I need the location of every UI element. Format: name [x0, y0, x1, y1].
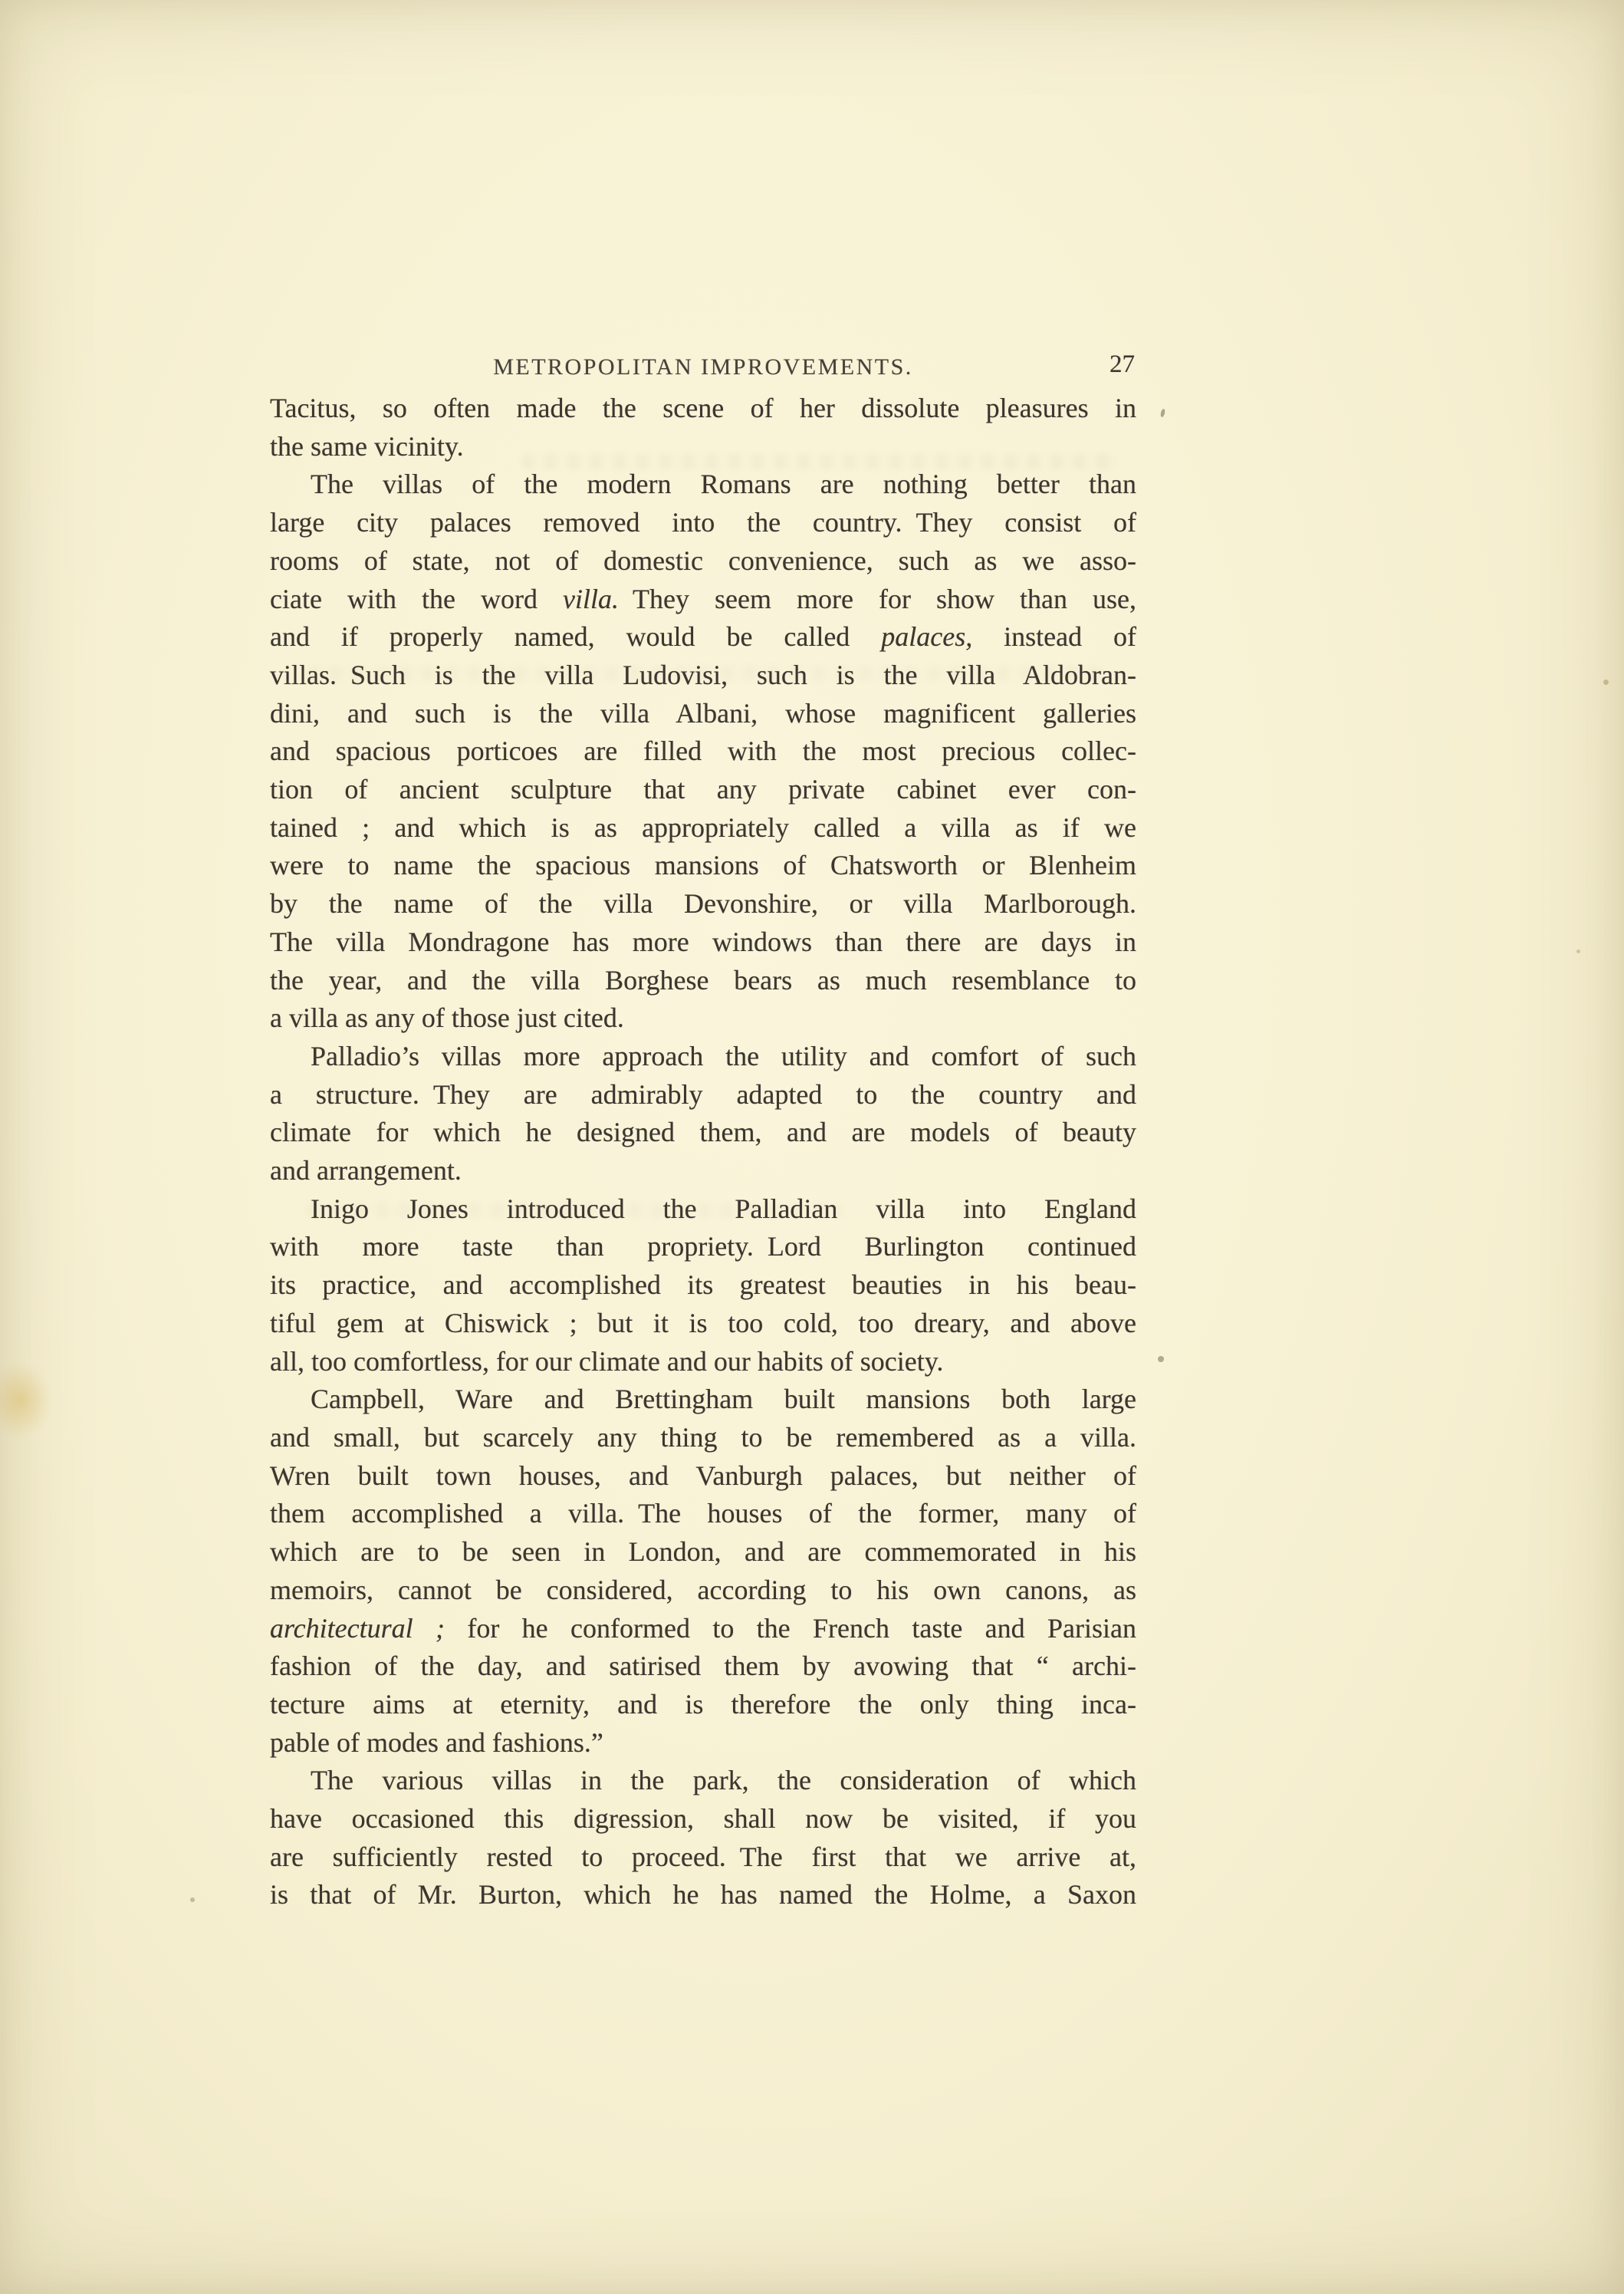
- text-line: [270, 1610, 1136, 1648]
- text-run: The villa Mondragone has more windows than there are days in: [270, 926, 1136, 957]
- page-number: 27: [1110, 351, 1135, 378]
- italic-text-run: villa.: [563, 583, 619, 614]
- text-run: the year, and the villa Borghese bears as much resemblance to: [270, 964, 1136, 996]
- italic-text-run: architectural ;: [270, 1612, 445, 1644]
- text-run: by the name of the villa Devonshire, or villa Marlborough.: [270, 888, 1136, 920]
- text-run: a villa as any of those just cited.: [270, 1002, 624, 1034]
- text-run: tiful gem at Chiswick ; but it is too cold, too dreary, and above: [270, 1307, 1136, 1338]
- text-line: [270, 466, 1136, 504]
- text-run: have occasioned this digression, shall now be visited, if you: [270, 1803, 1136, 1835]
- text-line: [270, 923, 1136, 962]
- text-line: [270, 1800, 1136, 1838]
- text-line: [270, 847, 1136, 885]
- text-run: fashion of the day, and satirised them by avowing that “ archi-: [270, 1651, 1136, 1682]
- text-run: dini, and such is the villa Albani, whose magnificent galleries: [270, 697, 1136, 729]
- text-line: [270, 1495, 1136, 1533]
- text-line: [270, 1838, 1136, 1877]
- text-run: large city palaces removed into the country. They consist of: [270, 507, 1136, 538]
- text-run: memoirs, cannot be considered, according to his own canons, as: [270, 1574, 1136, 1605]
- text-run: and arrangement.: [270, 1155, 462, 1186]
- text-run: The villas of the modern Romans are nothing better than: [311, 469, 1136, 500]
- text-run: climate for which he designed them, and are models of beauty: [270, 1117, 1136, 1148]
- text-run: Tacitus, so often made the scene of her dissolute pleasures in: [270, 393, 1136, 423]
- text-run: them accomplished a villa. The houses of the former, many of: [270, 1498, 1136, 1529]
- text-line: [270, 1305, 1136, 1343]
- text-line: [270, 999, 1136, 1038]
- text-run: its practice, and accomplished its greatest beauties in his beau-: [270, 1269, 1136, 1301]
- text-run: and small, but scarcely any thing to be remembered as a villa.: [270, 1421, 1136, 1453]
- text-line: [270, 1076, 1136, 1114]
- text-line: [270, 732, 1136, 771]
- text-run: were to name the spacious mansions of Chatsworth or Blenheim: [270, 850, 1136, 881]
- text-run: and if properly named, would be called: [270, 621, 882, 653]
- text-line: [270, 581, 1136, 619]
- text-run: ciate with the word: [270, 583, 564, 614]
- text-line: [270, 1381, 1136, 1419]
- text-run: is that of Mr. Burton, which he has named the Holme, a Saxon: [270, 1879, 1136, 1911]
- text-line: [270, 504, 1136, 542]
- text-line: [270, 618, 1136, 657]
- text-line: [270, 1343, 1136, 1381]
- text-line: [270, 1114, 1136, 1152]
- text-line: [270, 1419, 1136, 1457]
- text-line: [270, 1533, 1136, 1572]
- text-line: [270, 695, 1136, 733]
- text-line: [270, 962, 1136, 1000]
- paper-speck: [190, 1897, 195, 1902]
- text-run: tecture aims at eternity, and is therefore the only thing inca-: [270, 1688, 1136, 1720]
- text-line: [270, 1686, 1136, 1724]
- text-run: They seem more for show than use,: [619, 583, 1136, 614]
- text-line: [270, 1038, 1136, 1076]
- text-run: all, too comfortless, for our climate and our habits of society.: [270, 1345, 944, 1377]
- edge-stain: [0, 1348, 64, 1452]
- text-line: [270, 771, 1136, 809]
- text-run: with more taste than propriety. Lord Burlington continued: [270, 1231, 1136, 1262]
- text-line: [270, 428, 1136, 466]
- text-run: villas. Such is the villa Ludovisi, such is the villa Aldobran-: [270, 659, 1136, 690]
- page-title: METROPOLITAN IMPROVEMENTS.: [493, 354, 913, 380]
- paper-speck: [1160, 409, 1166, 418]
- italic-text-run: palaces,: [881, 621, 973, 653]
- text-line: [270, 1724, 1136, 1762]
- body-text: [270, 390, 1136, 1914]
- text-line: [270, 390, 1136, 428]
- text-run: rooms of state, not of domestic convenience, such as we asso-: [270, 545, 1136, 576]
- text-run: Wren built town houses, and Vanburgh palaces, but neither of: [270, 1460, 1136, 1491]
- text-run: tion of ancient sculpture that any private cabinet ever con-: [270, 774, 1136, 805]
- text-line: [270, 1228, 1136, 1266]
- paper-speck: [1576, 950, 1580, 953]
- text-run: pable of modes and fashions.”: [270, 1726, 603, 1758]
- text-line: [270, 657, 1136, 695]
- text-run: Palladio’s villas more approach the utility and comfort of such: [311, 1040, 1136, 1071]
- text-run: instead of: [972, 621, 1136, 653]
- text-run: tained ; and which is as appropriately called a villa as if we: [270, 811, 1136, 843]
- text-line: [270, 1762, 1136, 1800]
- text-run: Campbell, Ware and Brettingham built mansions both large: [311, 1384, 1136, 1415]
- text-line: [270, 1876, 1136, 1914]
- text-line: [270, 809, 1136, 847]
- text-line: [270, 1152, 1136, 1190]
- text-run: the same vicinity.: [270, 430, 464, 462]
- text-run: and spacious porticoes are filled with the most precious collec-: [270, 736, 1136, 767]
- text-run: The various villas in the park, the consideration of which: [311, 1765, 1136, 1796]
- text-line: [270, 542, 1136, 581]
- paper-speck: [1603, 680, 1609, 685]
- text-line: [270, 885, 1136, 923]
- text-line: [270, 1457, 1136, 1496]
- text-line: [270, 1266, 1136, 1305]
- text-run: for he conformed to the French taste and Parisian: [444, 1612, 1136, 1644]
- text-line: [270, 1647, 1136, 1686]
- text-run: Inigo Jones introduced the Palladian villa into England: [311, 1193, 1136, 1224]
- paper-speck: [1158, 1356, 1164, 1362]
- text-run: are sufficiently rested to proceed. The first that we arrive at,: [270, 1841, 1136, 1872]
- running-header: [270, 351, 1136, 387]
- text-run: which are to be seen in London, and are commemorated in his: [270, 1536, 1136, 1568]
- text-run: a structure. They are admirably adapted to the country and: [270, 1078, 1136, 1110]
- text-line: [270, 1190, 1136, 1229]
- text-line: [270, 1572, 1136, 1610]
